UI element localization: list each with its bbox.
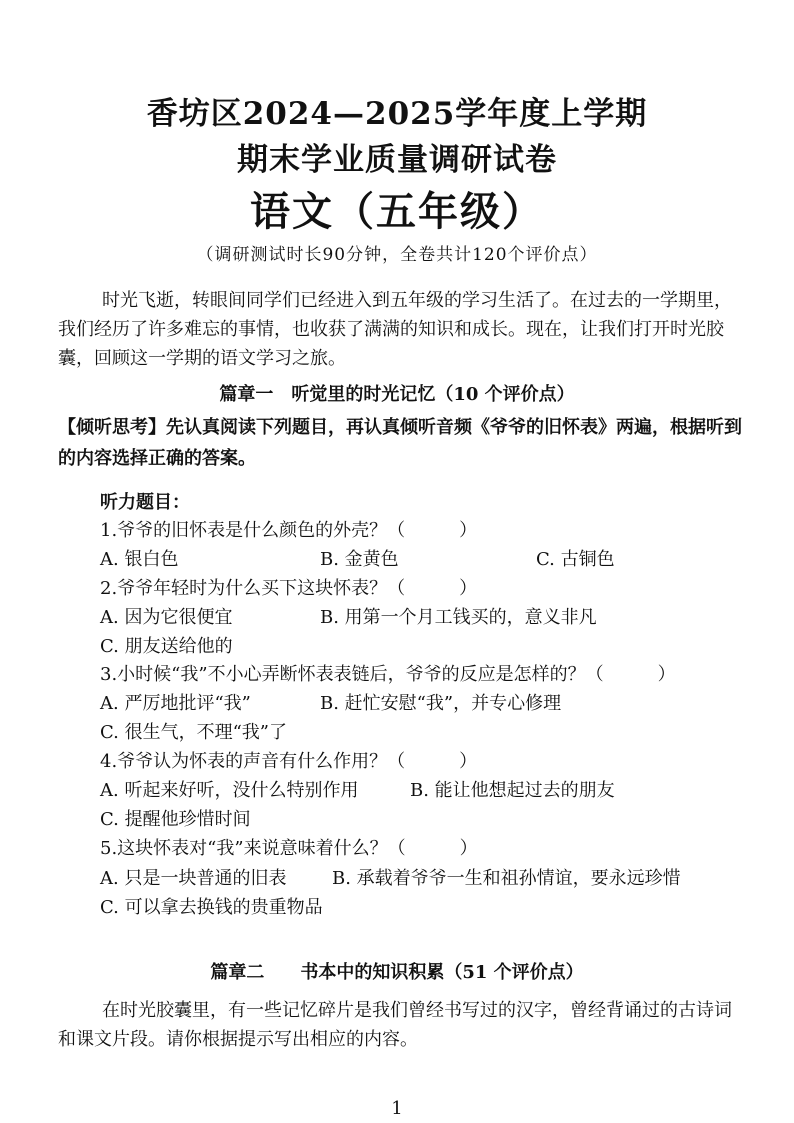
option-b[interactable]: B. 承载着爷爷一生和祖孙情谊，要永远珍惜 (332, 868, 681, 889)
chapter2-intro: 在时光胶囊里，有一些记忆碎片是我们曾经书写过的汉字，曾经背诵过的古诗词和课文片段。请你根据提示写出相应的内容。 (58, 1000, 732, 1050)
question-5-options (0, 864, 794, 893)
option-c[interactable]: C. 提醒他珍惜时间 (100, 809, 251, 830)
option-a[interactable]: A. 听起来好听，没什么特别作用 (100, 780, 359, 801)
option-b[interactable]: B. 赶忙安慰“我”，并专心修理 (320, 693, 562, 714)
option-c[interactable]: C. 古铜色 (536, 549, 615, 570)
question-2: 2.爷爷年轻时为什么买下这块怀表？（ ） (100, 578, 478, 599)
option-a[interactable]: A. 银白色 (100, 549, 179, 570)
question-3: 3.小时候“我”不小心弄断怀表表链后，爷爷的反应是怎样的？（ ） (100, 664, 676, 685)
question-2-options-2 (0, 632, 794, 661)
option-c[interactable]: C. 很生气，不理“我”了 (100, 722, 287, 743)
chapter1-instruction: 【倾听思考】先认真阅读下列题目，再认真倾听音频《爷爷的旧怀表》两遍，根据听到的内容选择正确的答案。 (58, 417, 742, 469)
question-3-options (0, 689, 794, 718)
question-5: 5.这块怀表对“我”来说意味着什么？（ ） (100, 838, 478, 859)
exam-subject-title: 语文（五年级） (250, 188, 544, 235)
listening-list-title: 听力题目： (100, 492, 190, 513)
option-b[interactable]: B. 能让他想起过去的朋友 (410, 780, 615, 801)
option-c[interactable]: C. 可以拿去换钱的贵重物品 (100, 897, 323, 918)
question-5-options-2 (0, 893, 794, 922)
question-2-options (0, 603, 794, 632)
question-3-options-2 (0, 718, 794, 747)
option-c[interactable]: C. 朋友送给他的 (100, 636, 233, 657)
exam-title-name: 期末学业质量调研试卷 (237, 142, 557, 178)
chapter2-heading: 篇章二 书本中的知识积累（51 个评价点） (210, 962, 584, 983)
question-4-options (0, 776, 794, 805)
exam-title-district: 香坊区2024—2025学年度上学期 (146, 96, 648, 132)
chapter1-heading: 篇章一 听觉里的时光记忆（10 个评价点） (219, 384, 575, 405)
exam-duration-note: （调研测试时长90分钟，全卷共计120个评价点） (196, 245, 598, 265)
question-4-options-2 (0, 805, 794, 834)
option-b[interactable]: B. 金黄色 (320, 549, 399, 570)
question-1: 1.爷爷的旧怀表是什么颜色的外壳？（ ） (100, 520, 478, 541)
question-1-options (0, 545, 794, 574)
question-4: 4.爷爷认为怀表的声音有什么作用？（ ） (100, 751, 478, 772)
option-b[interactable]: B. 用第一个月工钱买的，意义非凡 (320, 607, 597, 628)
intro-paragraph: 时光飞逝，转眼间同学们已经进入到五年级的学习生活了。在过去的一学期里，我们经历了许多难忘的事情，也收获了满满的知识和成长。现在，让我们打开时光胶囊，回顾这一学期的语文学习之旅。 (58, 290, 732, 369)
page-number: 1 (391, 1098, 403, 1119)
option-a[interactable]: A. 因为它很便宜 (100, 607, 233, 628)
option-a[interactable]: A. 严厉地批评“我” (100, 693, 251, 714)
option-a[interactable]: A. 只是一块普通的旧表 (100, 868, 287, 889)
